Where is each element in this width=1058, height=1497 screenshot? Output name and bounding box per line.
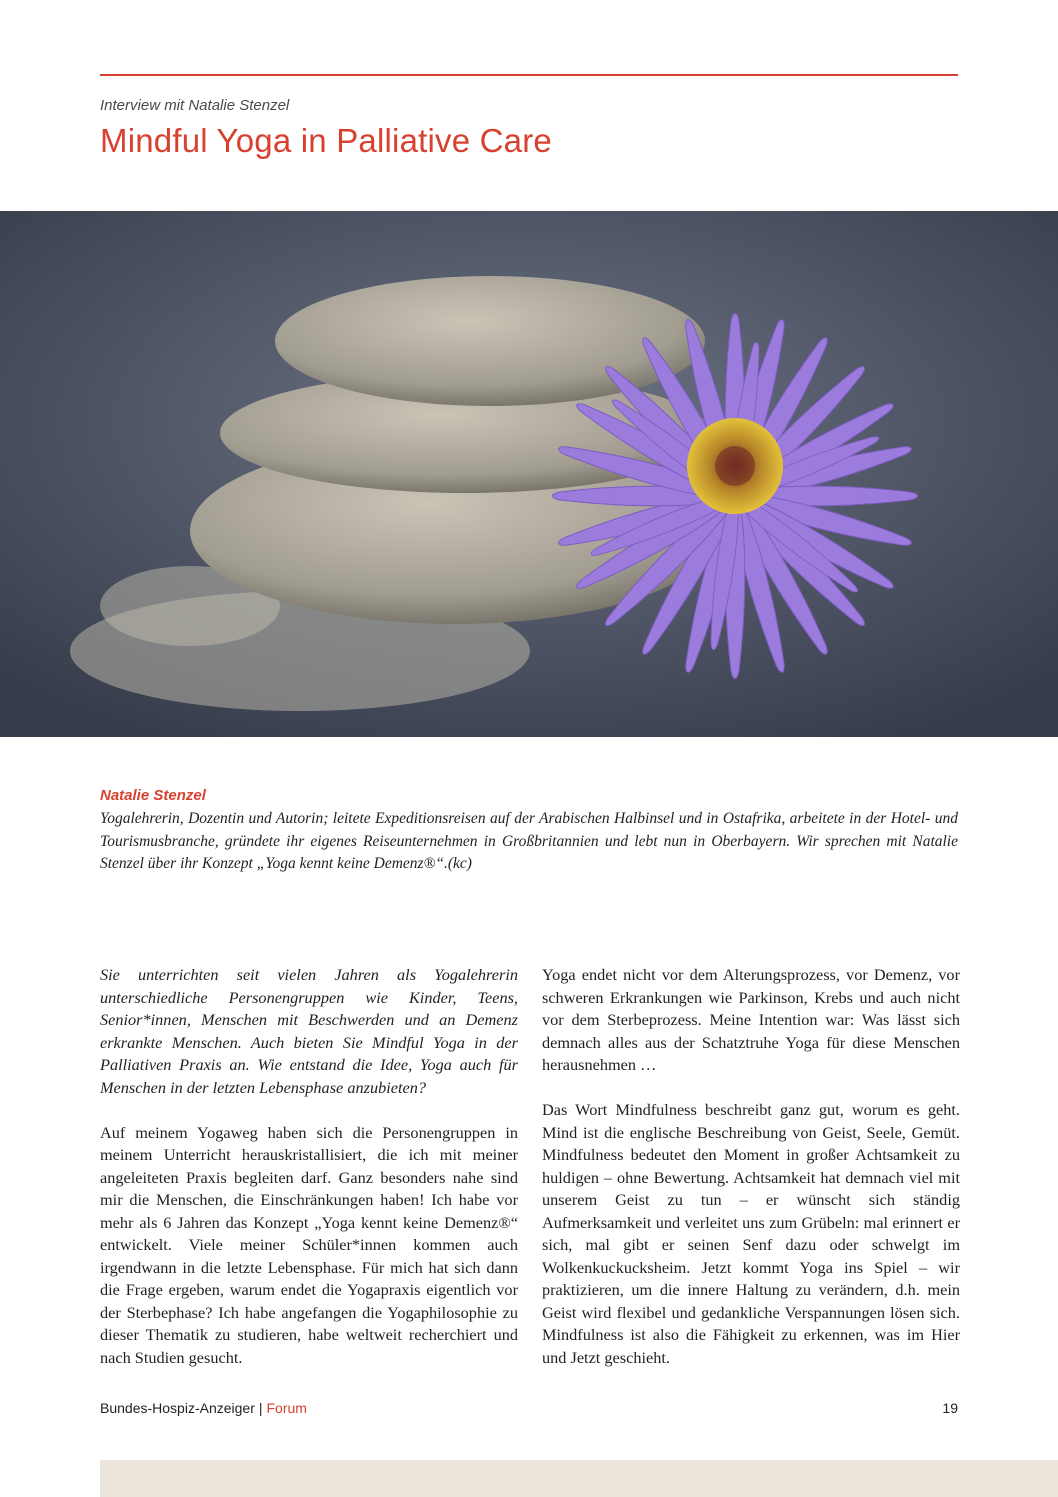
page-footer: [100, 1400, 958, 1416]
article-kicker: Interview mit Natalie Stenzel: [100, 97, 290, 114]
aster-flower: [553, 314, 918, 679]
publication-name: Bundes-Hospiz-Anzeiger: [100, 1400, 255, 1416]
interview-answer-paragraph: Yoga endet nicht vor dem Alterungsprozess, vor Demenz, vor schweren Erkrankungen wie Parkinson, Krebs und auch nicht vor dem Sterbeprozess. Meine Intention war: Was lässt sich demnach alles aus der Schatztruhe Yoga für diese Menschen herausnehmen …: [542, 965, 960, 1074]
hero-image: [0, 211, 1058, 737]
author-bio: [100, 787, 958, 876]
author-bio-text: Yogalehrerin, Dozentin und Autorin; leitete Expeditionsreisen auf der Arabischen Halbinsel und in Ostafrika, arbeitete in der Hotel- und Tourismusbranche, gründete ihr eigenes Reiseunternehmen in Großbritannien und lebt nun in Oberbayern. Wir sprechen mit Natalie Stenzel über ihr Konzept „Yoga kennt keine Demenz®“.(kc): [100, 810, 958, 872]
interview-answer-paragraph: Auf meinem Yogaweg haben sich die Personengruppen in meinem Unterricht herauskristallisiert, die ich mit meiner angeleiteten Praxis begleiten darf. Ganz besonders nahe sind mir die Menschen, die Einschränkungen haben! Ich habe vor mehr als 6 Jahren das Konzept „Yoga kennt keine Demenz®“ entwickelt. Viele meiner Schüler*innen kommen auch irgendwann in die letzte Lebensphase. Für mich hat sich dann die Frage ergeben, warum endet die Yogapraxis eigentlich vor der Sterbephase? Ich habe angefangen die Yogaphilosophie zu dieser Thematik zu studieren, habe weltweit recherchiert und nach Studien gesucht.: [100, 1122, 518, 1367]
author-name: Natalie Stenzel: [100, 787, 206, 804]
bottom-band: [100, 1460, 1058, 1497]
article-column-right: [542, 964, 960, 1392]
page-number: 19: [942, 1400, 958, 1416]
interview-answer-paragraph: Das Wort Mindfulness beschreibt ganz gut, worum es geht. Mind ist die englische Beschreibung von Geist, Seele, Gemüt. Mindfulness bedeutet den Moment in großer Achtsamkeit zu huldigen – ohne Bewertung. Achtsamkeit hat demnach viel mit unserem Geist zu tun – er wünscht sich ständig Aufmerksamkeit und verleitet uns zum Grübeln: mal erinnert er sich, mal gibt er seinen Senf dazu oder schwelgt im Wolkenkuckucksheim. Jetzt kommt Yoga ins Spiel – wir praktizieren, um die innere Haltung zu verändern, d.h. mein Geist wird flexibel und gedankliche Verspannungen lösen sich. Mindfulness ist also die Fähigkeit zu erkennen, was im Hier und Jetzt geschieht.: [542, 1100, 960, 1367]
article-column-left: [100, 964, 518, 1392]
header-rule: [100, 74, 958, 76]
section-name: Forum: [266, 1400, 307, 1416]
interview-question: Sie unterrichten seit vielen Jahren als Yogalehrerin unterschiedliche Personengruppen wie Kinder, Teens, Senior*innen, Menschen mit Beschwerden und an Demenz erkrankte Menschen. Auch bieten Sie Mindful Yoga in der Palliativen Praxis an. Wie entstand die Idee, Yoga auch für Menschen in der letzten Lebensphase anzubieten?: [100, 965, 518, 1097]
article-title: Mindful Yoga in Palliative Care: [100, 122, 552, 159]
stone-top: [275, 276, 705, 406]
footer-separator: |: [258, 1400, 263, 1416]
